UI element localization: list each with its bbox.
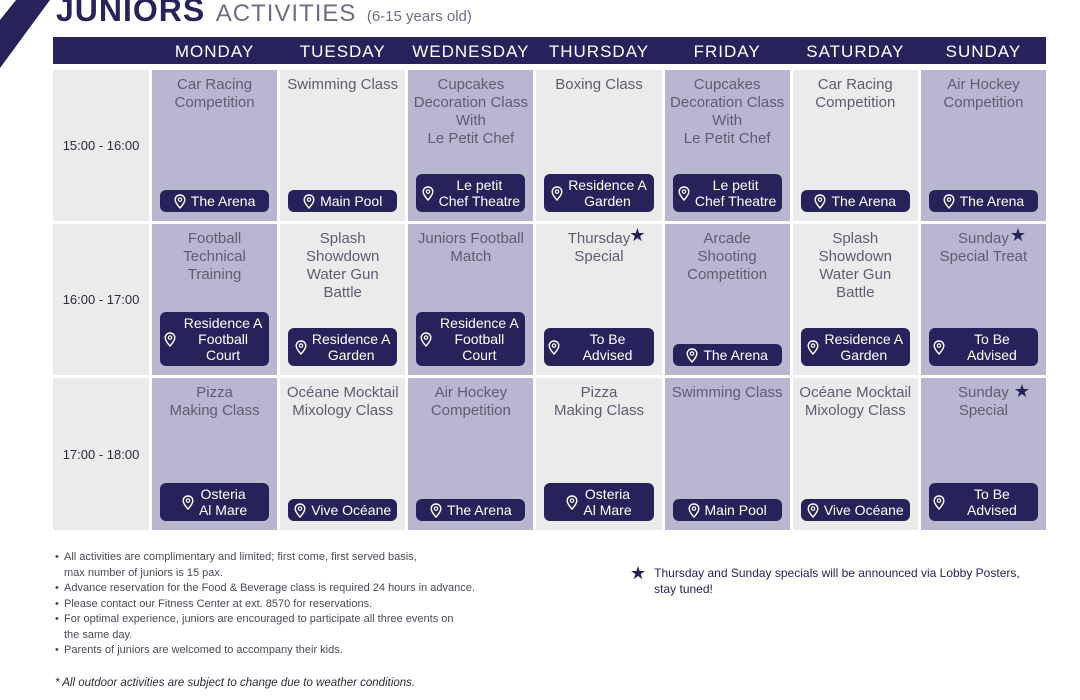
location-badge bbox=[544, 483, 653, 521]
activity-cell bbox=[921, 378, 1046, 530]
special-announcement-text: Thursday and Sunday specials will be announced via Lobby Posters, stay tuned! bbox=[654, 566, 1020, 596]
location-label: Le petit Chef Theatre bbox=[438, 177, 521, 209]
time-slot-label: 16:00 - 17:00 bbox=[53, 224, 149, 375]
weather-disclaimer: * All outdoor activities are subject to change due to weather conditions. bbox=[55, 677, 416, 689]
activity-cell bbox=[793, 224, 918, 375]
location-label: The Arena bbox=[447, 502, 512, 518]
activity-cell bbox=[921, 70, 1046, 221]
location-badge bbox=[929, 190, 1038, 212]
schedule-table bbox=[53, 37, 1046, 537]
location-pin-icon bbox=[943, 194, 955, 209]
location-label: To Be Advised bbox=[582, 331, 633, 363]
day-header-monday: MONDAY bbox=[174, 42, 255, 61]
note-item: • Please contact our Fitness Center at ext. 8570 for reservations. bbox=[55, 597, 615, 613]
day-header-tuesday: TUESDAY bbox=[299, 42, 386, 61]
activity-title: Thursday Special bbox=[567, 230, 631, 265]
activity-cell bbox=[665, 224, 790, 375]
location-pin-icon bbox=[678, 186, 690, 201]
activity-cell bbox=[665, 378, 790, 530]
activity-cell bbox=[408, 378, 533, 530]
location-label: Residence A Football Court bbox=[183, 315, 263, 363]
location-label: To Be Advised bbox=[967, 331, 1017, 363]
activity-cell bbox=[152, 224, 277, 375]
location-badge bbox=[673, 499, 782, 521]
location-label: Residence A Garden bbox=[824, 331, 904, 363]
location-label: Residence A Garden bbox=[311, 331, 391, 363]
activity-cell bbox=[408, 70, 533, 221]
location-badge bbox=[160, 312, 269, 366]
location-pin-icon bbox=[295, 340, 307, 355]
location-badge bbox=[288, 499, 397, 521]
activity-cell bbox=[793, 378, 918, 530]
title-juniors: JUNIORS bbox=[56, 0, 206, 28]
note-item: • Advance reservation for the Food & Beverage class is required 24 hours in advance. bbox=[55, 581, 615, 597]
location-pin-icon bbox=[422, 186, 434, 201]
location-pin-icon bbox=[294, 503, 306, 518]
location-pin-icon bbox=[807, 340, 819, 355]
note-item: • All activities are complimentary and limited; first come, first served basis, max number of juniors is 15 pax. bbox=[55, 550, 615, 581]
activity-title: Pizza Making Class bbox=[169, 384, 260, 419]
location-label: Osteria Al Mare bbox=[198, 486, 248, 518]
location-badge bbox=[544, 328, 653, 366]
location-pin-icon bbox=[933, 340, 945, 355]
activity-title: Air Hockey Competition bbox=[430, 384, 511, 419]
location-pin-icon bbox=[430, 503, 442, 518]
notes-list bbox=[55, 550, 615, 659]
activity-cell bbox=[793, 70, 918, 221]
activity-title: Sunday Special bbox=[957, 384, 1009, 419]
location-label: The Arena bbox=[190, 193, 256, 209]
location-label: Main Pool bbox=[320, 193, 383, 209]
activity-title: Splash Showdown Water Gun Battle bbox=[306, 230, 380, 301]
note-item: • For optimal experience, juniors are encouraged to participate all three events on the same day. bbox=[55, 612, 615, 643]
activity-cell bbox=[152, 70, 277, 221]
location-pin-icon bbox=[807, 503, 819, 518]
activity-title: Boxing Class bbox=[555, 76, 643, 93]
activity-title: Air Hockey Competition bbox=[943, 76, 1024, 111]
location-badge bbox=[544, 174, 653, 212]
location-pin-icon bbox=[174, 194, 186, 209]
activity-title: Pizza Making Class bbox=[553, 384, 644, 419]
day-header-saturday: SATURDAY bbox=[806, 42, 905, 61]
location-label: Vive Océane bbox=[823, 502, 904, 518]
title-age-range: (6-15 years old) bbox=[366, 8, 472, 25]
activity-title: Car Racing Competition bbox=[815, 76, 896, 111]
activity-cell bbox=[280, 378, 405, 530]
location-label: Main Pool bbox=[704, 502, 767, 518]
day-header-thursday: THURSDAY bbox=[548, 42, 650, 61]
location-pin-icon bbox=[182, 495, 194, 510]
activity-cell bbox=[408, 224, 533, 375]
location-badge bbox=[673, 174, 782, 212]
location-pin-icon bbox=[814, 194, 826, 209]
time-slot-label: 17:00 - 18:00 bbox=[53, 378, 149, 530]
location-pin-icon bbox=[688, 503, 700, 518]
activity-title: Juniors Football Match bbox=[417, 230, 524, 265]
star-icon: ★ bbox=[1013, 381, 1030, 401]
page-title bbox=[56, 0, 472, 29]
activity-title: Car Racing Competition bbox=[174, 76, 255, 111]
activity-cell bbox=[536, 70, 661, 221]
activity-cell bbox=[921, 224, 1046, 375]
location-label: Vive Océane bbox=[311, 502, 392, 518]
title-activities: ACTIVITIES bbox=[215, 0, 357, 27]
activity-title: Océane Mocktail Mixology Class bbox=[286, 384, 399, 419]
location-label: Le petit Chef Theatre bbox=[694, 177, 777, 209]
location-label: Osteria Al Mare bbox=[583, 486, 632, 518]
activity-title: Cupcakes Decoration Class With Le Petit Chef bbox=[670, 76, 785, 147]
location-label: The Arena bbox=[831, 193, 897, 209]
note-item: • Parents of juniors are welcomed to accompany their kids. bbox=[55, 643, 615, 659]
activity-title: Océane Mocktail Mixology Class bbox=[799, 384, 912, 419]
location-badge bbox=[288, 190, 397, 212]
activity-cell bbox=[280, 224, 405, 375]
activity-title: Swimming Class bbox=[671, 384, 783, 401]
location-badge bbox=[416, 174, 525, 212]
location-badge bbox=[288, 328, 397, 366]
day-header-wednesday: WEDNESDAY bbox=[412, 42, 530, 61]
location-pin-icon bbox=[303, 194, 315, 209]
location-badge bbox=[929, 483, 1038, 521]
day-header-friday: FRIDAY bbox=[693, 42, 761, 61]
location-pin-icon bbox=[164, 332, 176, 347]
location-badge bbox=[416, 312, 525, 366]
location-badge bbox=[416, 499, 525, 521]
activity-title: Swimming Class bbox=[287, 76, 399, 93]
location-pin-icon bbox=[548, 340, 560, 355]
location-label: The Arena bbox=[959, 193, 1025, 209]
location-pin-icon bbox=[686, 348, 698, 363]
location-badge bbox=[160, 483, 269, 521]
corner-decoration-cut bbox=[0, 0, 16, 20]
activity-cell bbox=[280, 70, 405, 221]
star-icon: ★ bbox=[1009, 225, 1026, 245]
location-pin-icon bbox=[551, 186, 563, 201]
location-badge bbox=[929, 328, 1038, 366]
location-label: Residence A Football Court bbox=[440, 315, 519, 363]
location-pin-icon bbox=[933, 495, 945, 510]
location-label: The Arena bbox=[703, 347, 768, 363]
location-badge bbox=[801, 190, 910, 212]
special-announcement bbox=[630, 565, 1050, 597]
activity-title: Cupcakes Decoration Class With Le Petit Chef bbox=[413, 76, 528, 147]
location-label: Residence A Garden bbox=[568, 177, 647, 209]
location-badge bbox=[801, 499, 910, 521]
location-badge bbox=[160, 190, 269, 212]
location-pin-icon bbox=[566, 495, 578, 510]
location-pin-icon bbox=[420, 332, 432, 347]
activity-cell bbox=[536, 224, 661, 375]
time-slot-label: 15:00 - 16:00 bbox=[53, 70, 149, 221]
activity-cell bbox=[665, 70, 790, 221]
activity-title: Splash Showdown Water Gun Battle bbox=[818, 230, 892, 301]
activity-title: Football Technical Training bbox=[183, 230, 246, 283]
activity-title: Sunday Special Treat bbox=[939, 230, 1028, 265]
star-icon: ★ bbox=[630, 563, 647, 583]
location-badge bbox=[673, 344, 782, 366]
activity-title: Arcade Shooting Competition bbox=[687, 230, 768, 283]
location-badge bbox=[801, 328, 910, 366]
location-label: To Be Advised bbox=[967, 486, 1017, 518]
day-header-sunday: SUNDAY bbox=[945, 42, 1022, 61]
star-icon: ★ bbox=[629, 225, 646, 245]
activity-cell bbox=[152, 378, 277, 530]
activity-cell bbox=[536, 378, 661, 530]
